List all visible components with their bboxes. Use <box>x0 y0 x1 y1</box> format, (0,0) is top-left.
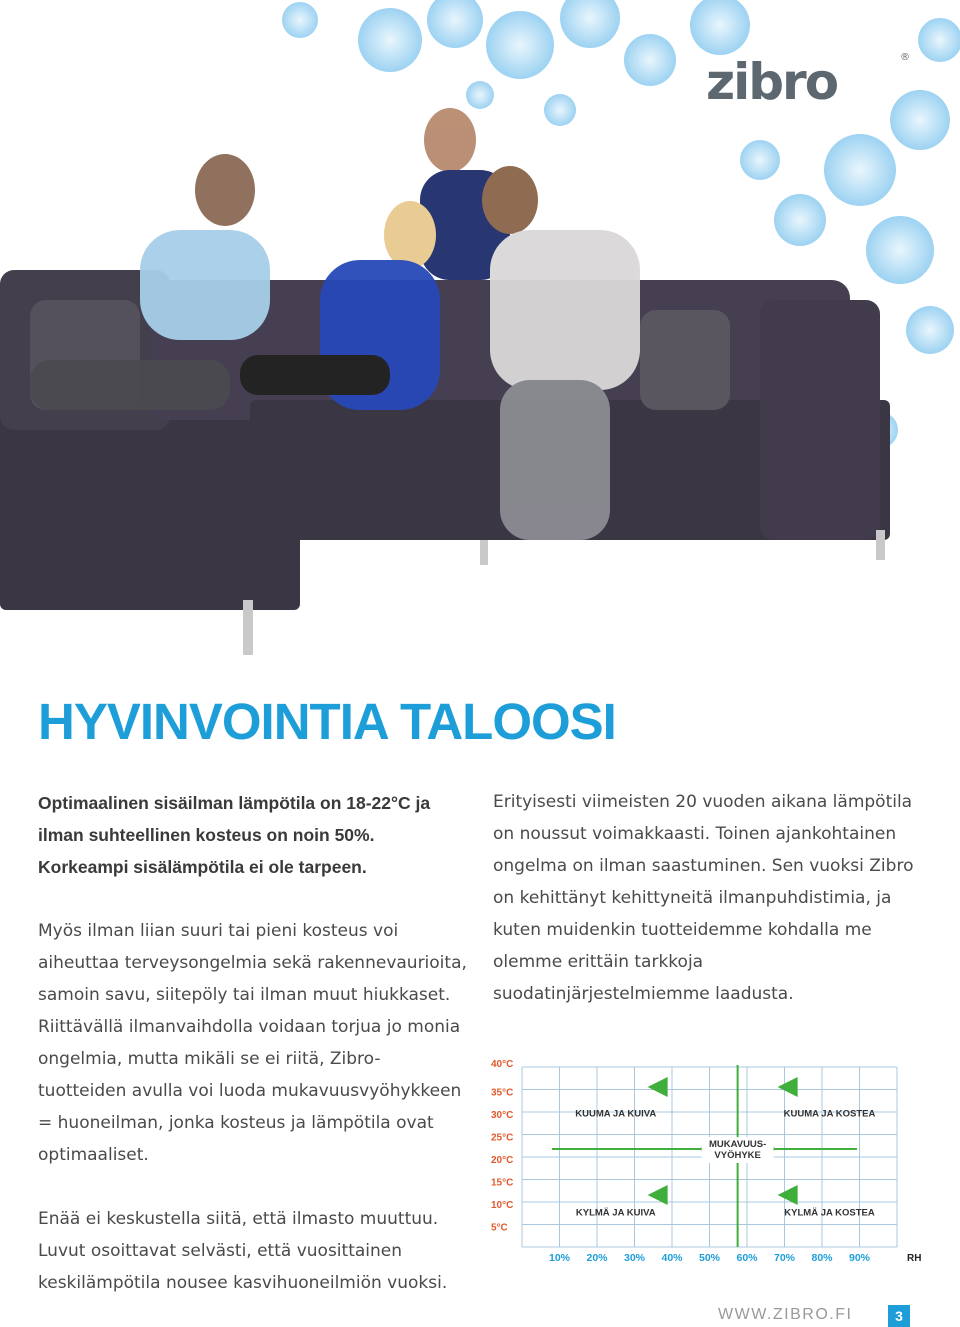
y-tick-label: 5°C <box>491 1222 508 1234</box>
x-tick-label: 50% <box>698 1252 721 1264</box>
y-tick-label: 20°C <box>491 1155 514 1166</box>
zone-label-hot-humid: KUUMA JA KOSTEA <box>783 1108 876 1120</box>
registered-mark: ® <box>900 52 910 63</box>
body-paragraph-2: Enää ei keskustella siitä, että ilmasto muuttuu. Luvut osoittavat selvästi, että vuosittainen keskilämpötila nousee kasvihuoneilmiön vuoksi. <box>38 1209 448 1293</box>
y-tick-label: 30°C <box>491 1110 514 1121</box>
left-column <box>38 787 468 1299</box>
x-tick-label: 70% <box>773 1252 796 1264</box>
zone-label-hot-dry: KUUMA JA KUIVA <box>575 1108 657 1120</box>
zone-arrows <box>552 1065 857 1247</box>
comfort-zone-chart <box>488 1054 928 1264</box>
y-tick-label: 10°C <box>491 1200 514 1211</box>
y-tick-label: 35°C <box>491 1087 514 1099</box>
x-tick-label: 30% <box>623 1252 646 1264</box>
x-tick-label: 10% <box>548 1252 571 1264</box>
right-column <box>493 786 923 1010</box>
arrow-top-left <box>648 1077 668 1097</box>
lead-paragraph: Optimaalinen sisäilman lämpötila on 18-22°C ja ilman suhteellinen kosteus on noin 50%. Korkeampi sisälämpötila ei ole tarpeen. <box>38 793 431 877</box>
x-tick-label: 40% <box>661 1252 683 1264</box>
x-tick-labels <box>549 1252 921 1264</box>
x-tick-label: 90% <box>848 1252 871 1264</box>
zone-label-cold-humid: KYLMÄ JA KOSTEA <box>784 1207 875 1219</box>
page-number: 3 <box>888 1305 910 1327</box>
logo-wordmark: zibro <box>706 53 838 111</box>
chart-svg <box>488 1054 928 1264</box>
body-paragraph-1: Myös ilman liian suuri tai pieni kosteus voi aiheuttaa terveysongelmia sekä rakennevaurioita, samoin savu, siitepöly tai ilman muut hiukkaset. Riittävällä ilmanvaihdolla voidaan torjua jo monia ongelmia, mutta mikäli se ei riitä, Zibro-tuotteiden avulla voi luoda mukavuusvyöhykkeen = huoneilman, jonka kosteus ja lämpötila ovat optimaaliset. <box>38 921 467 1165</box>
y-tick-label: 15°C <box>491 1177 514 1189</box>
website-link[interactable]: WWW.ZIBRO.FI <box>718 1306 853 1323</box>
y-tick-label: 40°C <box>491 1059 514 1070</box>
y-tick-labels <box>491 1059 513 1234</box>
page-title: HYVINVOINTIA TALOOSI <box>38 693 616 750</box>
zone-label-cold-dry: KYLMÄ JA KUIVA <box>575 1207 656 1219</box>
body-paragraph-3: Erityisesti viimeisten 20 vuoden aikana lämpötila on noussut voimakkaasti. Toinen ajankohtainen ongelma on ilman saastuminen. Sen vuoksi Zibro on kehittänyt kehittyneitä ilmanpuhdistimia, ja kuten muidenkin tuotteidemme kohdalla me olemme erittäin tarkkoja suodatinjärjestelmiemme laadusta. <box>493 792 914 1004</box>
zone-label-comfort-1: MUKAVUUS- <box>708 1139 767 1150</box>
x-tick-label: 20% <box>586 1252 608 1264</box>
x-axis-label: RH <box>907 1253 922 1264</box>
arrow-top-right <box>778 1077 798 1097</box>
x-tick-label: 60% <box>736 1252 758 1264</box>
zone-label-comfort-2: VYÖHYKE <box>714 1150 761 1161</box>
y-tick-label: 25°C <box>491 1132 514 1144</box>
x-tick-label: 80% <box>811 1252 833 1264</box>
zibro-logo <box>700 52 912 112</box>
